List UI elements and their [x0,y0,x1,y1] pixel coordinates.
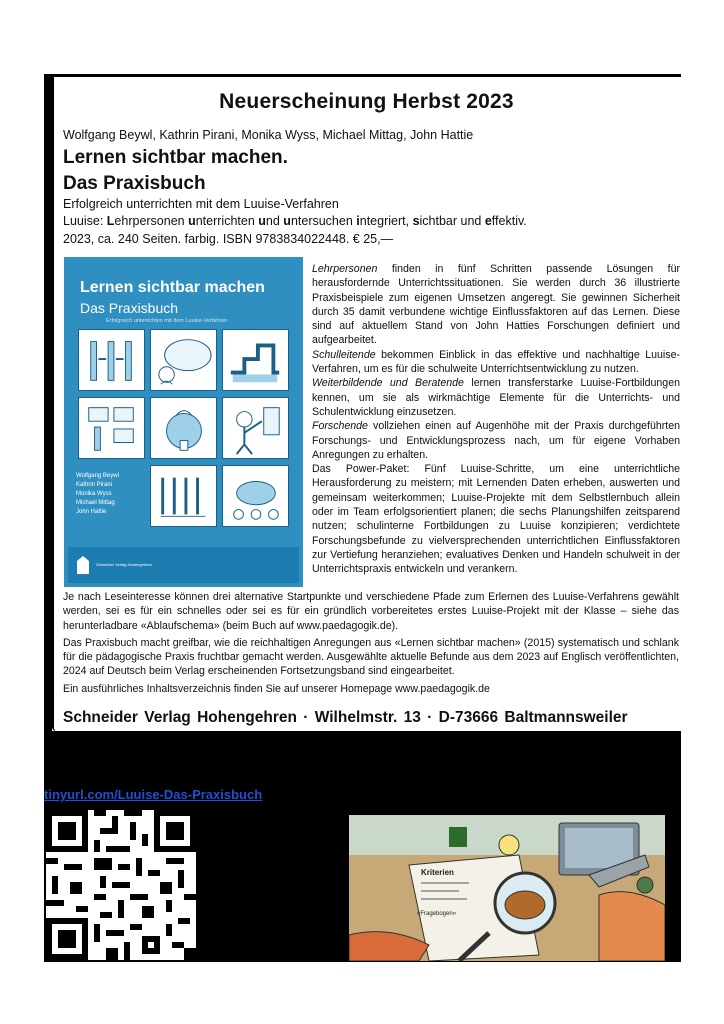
full-width-text [63,590,679,699]
cover-tile-thermometers [78,329,145,391]
paragraph-weiterbildende: Weiterbildende und Beratende lernen transferstarke Luuise-Fortbildungen kennen, um sie als wirkmächtige Elemente für die Unterrichts- und Schulentwicklung einzusetzen. [312,377,680,418]
cover-tile-vehicle [222,465,289,527]
paragraph-lehrpersonen: Lehrpersonen finden in fünf Schritten passende Lösungen für herausfordernde Unterrichtssituationen. Sie werden durch 36 illustrierte Praxisbeispiele zum eigenen Umsetzen angeregt. Sie gewinnen Sicherheit durch 35 damit verbundene wichtige Einflussfaktoren auf das Lernen. Diese sind auf aktuellem Stand von John Hatties Forschungen definiert und aufgearbeitet. [312,263,680,347]
cover-tile-pencils [150,465,217,527]
book-link[interactable]: tinyurl.com/Luuise-Das-Praxisbuch [44,787,263,802]
paragraph-power-paket: Das Power-Paket: Fünf Luuise-Schritte, um eine unterrichtliche Herausforderung zu meistern; mit Lernenden Daten erheben, auswerten und gemeinsam weiterkommen; Luuise-Projekte mit dem Selbstlernbuch allein oder im Team erfolgsorientiert planen; die sechs Planungshilfen zeitsparend nutzen; schulinterne Fortbildungen zu Luuise konzipieren; verdichtete Forschungsbefunde zu vielversprechenden unterrichtlichen Einflussfaktoren zur Vertiefung heranziehen; evaluatives Denken und Handeln schulweit in der Unterrichtspraxis entwickeln und verankern. [312,463,680,576]
cover-tile-globe [150,397,217,459]
luuise-acronym: Luuise: Lehrpersonen unterrichten und untersuchen integriert, sichtbar und effektiv. [63,214,527,228]
book-subtitle-title: Das Praxisbuch [63,173,206,194]
cover-title: Lernen sichtbar machen [80,279,265,296]
paragraph-leseinteresse: Je nach Leseinteresse können drei alternative Startpunkte und verschiedene Pfade zum Erlernen des Luuise-Verfahrens gewählt werden, sei es für ein schnelles oder sei es für ein gründlich vorbereitetes erstes Luuise-Projekt mit der Klasse – siehe das herunterladbare «Ablaufschema» (beim Buch auf www.paedagogik.de). [63,591,679,632]
book-title: Lernen sichtbar machen. [63,147,288,168]
cover-authors: Wolfgang Beywl Kathrin Pirani Monika Wyss Michael Mittag John Hattie [76,473,119,515]
cover-tile-charts [78,397,145,459]
cover-publisher: Schneider Verlag Hohengehren [96,562,152,567]
qr-code-image [46,810,196,960]
paper-label: «Fragebogen» [417,911,457,917]
cover-tile-figure [222,397,289,459]
publication-info: 2023, ca. 240 Seiten. farbig. ISBN 9783834022448. € 25,— [63,232,394,246]
authors: Wolfgang Beywl, Kathrin Pirani, Monika Wyss, Michael Mittag, John Hattie [63,128,474,142]
paragraph-inhaltsverzeichnis: Ein ausführliches Inhaltsverzeichnis finden Sie auf unserer Homepage www.paedagogik.de [63,682,490,695]
paragraph-schulleitende: Schulleitende bekommen Einblick in das effektive und nachhaltige Luuise-Verfahren, um es für die schulweite Unterrichtsentwicklung zu nutzen. [312,348,680,376]
paragraph-praxisbuch: Das Praxisbuch macht greifbar, wie die reichhaltigen Anregungen aus «Lernen sichtbar machen» (2015) systematisch und schlank für die pädagogische Praxis fruchtbar gemacht werden. Ausgewählte aktuelle Befunde aus dem 2023 auf Englisch veröffentlichten, 2024 auf Deutsch beim Verlag erscheinenden Fortsetzungsband sind eingearbeitet. [63,636,679,678]
luuise-prefix: Luuise: [63,214,107,228]
cover-subtitle: Das Praxisbuch [80,300,179,316]
paper-title: Kriterien [421,868,454,877]
headline: Neuerscheinung Herbst 2023 [219,90,514,113]
workspace-illustration [349,815,665,961]
book-tagline: Erfolgreich unterrichten mit dem Luuise-Verfahren [63,197,339,211]
paragraph-forschende: Forschende vollziehen einen auf Augenhöhe mit der Praxis durchgeführten Forschungs- und Entwicklungsprozess nach, um für eigene Vorhaben Anregungen zu erhalten. [312,420,680,461]
publisher-address: Schneider Verlag Hohengehren · Wilhelmstr. 13 · D-73666 Baltmannsweiler [63,709,628,726]
cover-tile-puzzle [222,329,289,391]
qr-code[interactable] [46,810,196,960]
book-cover-image [64,257,303,587]
cover-tagline: Erfolgreich unterrichten mit dem Luuise-Verfahren [106,318,228,324]
cover-publisher-band [68,547,299,583]
cover-tile-speech-bubble [150,329,217,391]
publisher-logo-icon [76,555,90,575]
description-column [312,262,680,577]
